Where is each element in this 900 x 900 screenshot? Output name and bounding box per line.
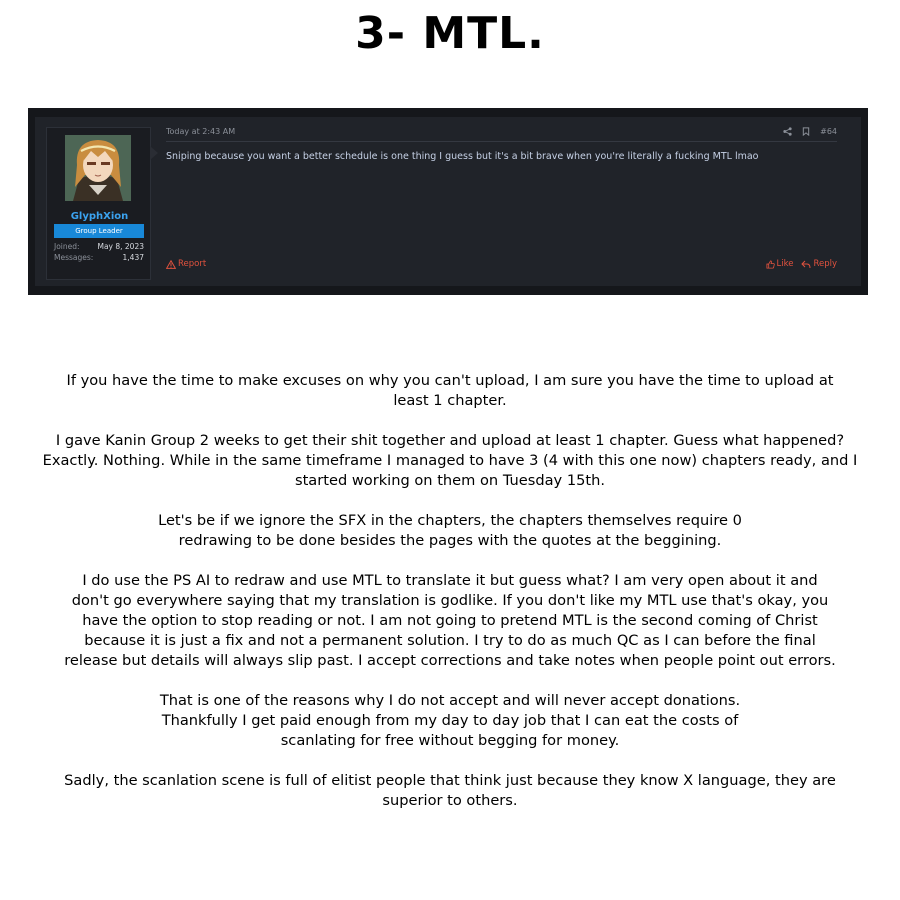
paragraph-line: Thankfully I get paid enough from my day to day job that I can eat the costs of: [161, 712, 739, 729]
paragraph-line: redrawing to be done besides the pages with the quotes at the beggining.: [178, 532, 722, 549]
like-label: Like: [776, 259, 794, 269]
paragraph-line: I gave Kanin Group 2 weeks to get their shit together and upload at least 1 chapter. Guess what happened?: [55, 432, 845, 449]
report-link[interactable]: [166, 259, 206, 269]
reply-button[interactable]: [801, 259, 837, 269]
post-footer: [166, 259, 837, 273]
joined-stat: [54, 242, 144, 251]
body-paragraph: [30, 371, 870, 411]
post-message: Sniping because you want a better schedule is one thing I guess but it's a bit brave when you're literally a fucking MTL lmao: [166, 151, 759, 162]
report-label: Report: [178, 259, 207, 269]
paragraph-line: If you have the time to make excuses on why you can't upload, I am sure you have the time to upload at: [66, 372, 834, 389]
paragraph-line: least 1 chapter.: [393, 392, 507, 409]
reply-icon: [801, 260, 811, 269]
post-meta: [166, 126, 837, 142]
paragraph-line: release but details will always slip past. I accept corrections and take notes when people point out errors.: [64, 652, 836, 669]
share-icon[interactable]: [783, 127, 792, 136]
avatar[interactable]: [65, 135, 131, 201]
bookmark-icon[interactable]: [802, 127, 810, 136]
warning-triangle-icon: [166, 260, 176, 269]
paragraph-line: Exactly. Nothing. While in the same timeframe I managed to have 3 (4 with this one now) chapters ready, and I: [42, 452, 858, 469]
body-paragraph: [30, 431, 870, 491]
paragraph-line: have the option to stop reading or not. I am not going to pretend MTL is the second coming of Christ: [82, 612, 818, 629]
reply-label: Reply: [813, 259, 837, 269]
forum-post-screenshot: [28, 108, 868, 295]
paragraph-line: started working on them on Tuesday 15th.: [294, 472, 606, 489]
body-paragraph: [30, 571, 870, 671]
paragraph-line: superior to others.: [382, 792, 518, 809]
page-heading: 3- MTL.: [355, 8, 545, 59]
post-footer-actions: [766, 259, 838, 269]
thumbs-up-icon: [766, 260, 775, 269]
joined-label: Joined:: [54, 242, 80, 251]
username[interactable]: GlyphXion: [70, 211, 129, 222]
messages-label: Messages:: [54, 253, 94, 262]
body-paragraph: [30, 691, 870, 751]
body-paragraph: [30, 771, 870, 811]
body-text: [30, 371, 870, 831]
user-title-badge: Group Leader: [54, 224, 144, 238]
paragraph-line: I do use the PS AI to redraw and use MTL to translate it but guess what? I am very open about it and: [82, 572, 818, 589]
messages-stat: [54, 253, 144, 262]
forum-post: [35, 117, 861, 286]
avatar-image: [65, 135, 131, 201]
paragraph-line: Sadly, the scanlation scene is full of elitist people that think just because they know X language, they are: [64, 772, 836, 789]
like-button[interactable]: [766, 259, 794, 269]
post-timestamp[interactable]: Today at 2:43 AM: [166, 127, 236, 136]
paragraph-line: That is one of the reasons why I do not accept and will never accept donations.: [159, 692, 741, 709]
post-number-link[interactable]: #64: [820, 127, 837, 136]
post-meta-actions: [783, 127, 837, 136]
messages-value[interactable]: 1,437: [122, 253, 144, 262]
user-panel: [46, 127, 151, 280]
paragraph-line: don't go everywhere saying that my translation is godlike. If you don't like my MTL use that's okay, you: [71, 592, 829, 609]
body-paragraph: [30, 511, 870, 551]
paragraph-line: Let's be if we ignore the SFX in the chapters, the chapters themselves require 0: [158, 512, 742, 529]
joined-value: May 8, 2023: [97, 242, 144, 251]
paragraph-line: scanlating for free without begging for money.: [280, 732, 620, 749]
paragraph-line: because it is just a fix and not a permanent solution. I try to do as much QC as I can before the final: [84, 632, 816, 649]
